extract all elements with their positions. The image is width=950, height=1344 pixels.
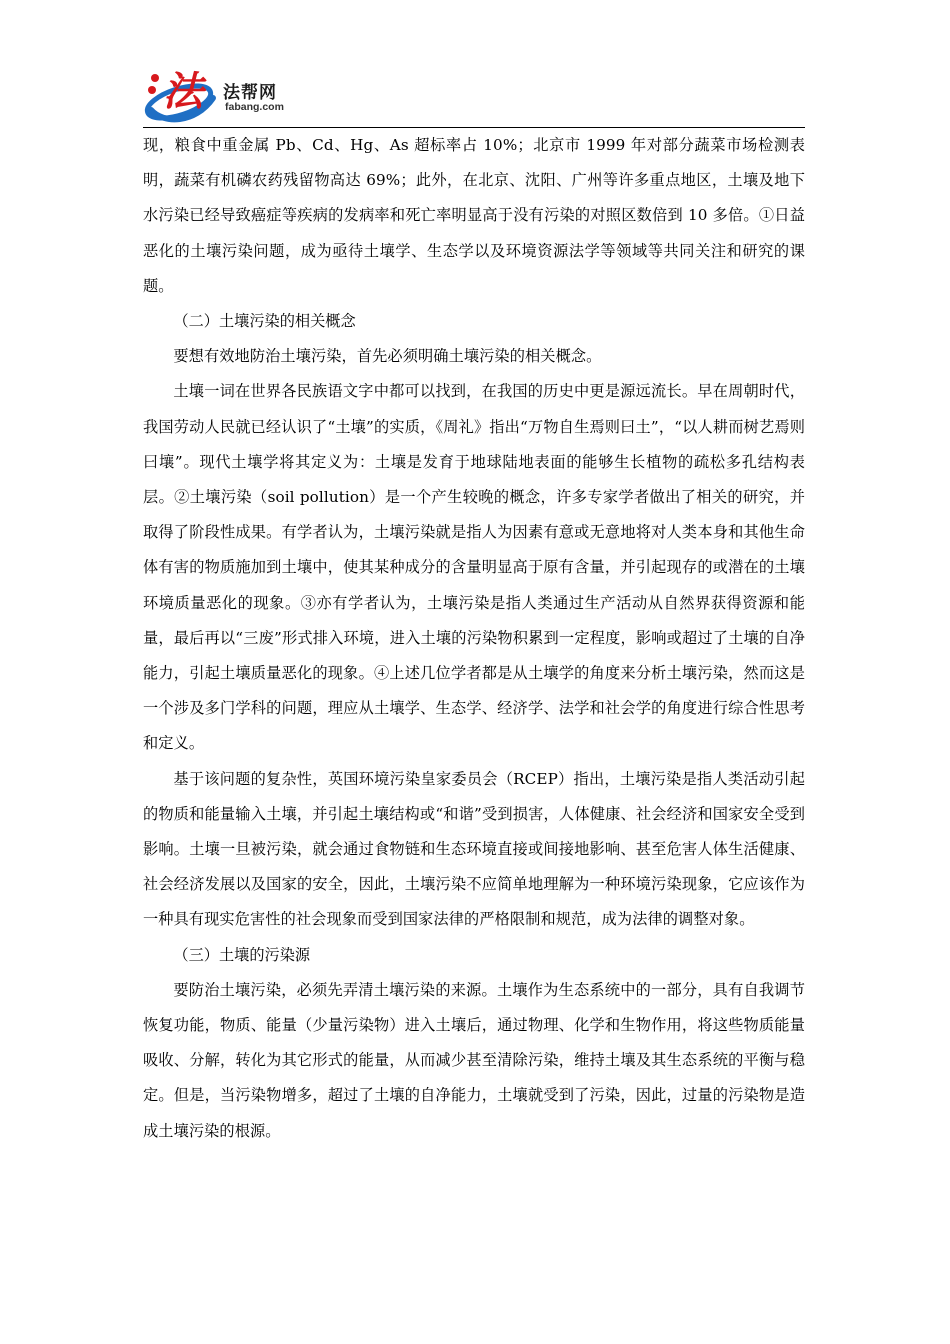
document-body bbox=[143, 128, 805, 1149]
site-logo[interactable] bbox=[143, 58, 313, 128]
paragraph-concept-intro: 要想有效地防治土壤污染，首先必须明确土壤污染的相关概念。 bbox=[173, 347, 602, 366]
paragraph-soil-definition: 土壤一词在世界各民族语文字中都可以找到，在我国的历史中更是源远流长。早在周朝时代，我国劳动人民就已经认识了“土壤”的实质，《周礼》指出“万物自生焉则曰土”，“以人耕而树艺焉则曰壤”。现代土壤学将其定义为：土壤是发育于地球陆地表面的能够生长植物的疏松多孔结构表层。②土壤污染（soil pollution）是一个产生较晚的概念，许多专家学者做出了相关的研究，并取得了阶段性成果。有学者认为，土壤污染就是指人为因素有意或无意地将对人类本身和其他生命体有害的物质施加到土壤中，使其某种成分的含量明显高于原有含量，并引起现存的或潜在的土壤环境质量恶化的现象。③亦有学者认为，土壤污染是指人类通过生产活动从自然界获得资源和能量，最后再以“三废”形式排入环境，进入土壤的污染物积累到一定程度，影响或超过了土壤的自净能力，引起土壤质量恶化的现象。④上述几位学者都是从土壤学的角度来分析土壤污染，然而这是一个涉及多门学科的问题，理应从土壤学、生态学、经济学、法学和社会学的角度进行综合性思考和定义。 bbox=[143, 382, 805, 753]
paragraph-rcep-definition: 基于该问题的复杂性，英国环境污染皇家委员会（RCEP）指出，土壤污染是指人类活动引起的物质和能量输入土壤，并引起土壤结构或“和谐”受到损害，人体健康、社会经济和国家安全受到影响。土壤一旦被污染，就会通过食物链和生态环境直接或间接地影响、甚至危害人体生活健康、社会经济发展以及国家的安全，因此，土壤污染不应简单地理解为一种环境污染现象，它应该作为一种具有现实危害性的社会现象而受到国家法律的严格限制和规范，成为法律的调整对象。 bbox=[143, 769, 805, 929]
paragraph-pollution-statistics: 现，粮食中重金属 Pb、Cd、Hg、As 超标率占 10%；北京市 1999 年对部分蔬菜市场检测表明，蔬菜有机磷农药残留物高达 69%；此外，在北京、沈阳、广州等许多重点地区，土壤及地下水污染已经导致癌症等疾病的发病率和死亡率明显高于没有污染的对照区数倍到 10 多倍。①日益恶化的土壤污染问题，成为亟待土壤学、生态学以及环境资源法学等领域等共同关注和研究的课题。 bbox=[143, 136, 805, 295]
logo-glyph: 法 bbox=[163, 69, 203, 115]
site-domain: fabang.com bbox=[225, 101, 284, 113]
section-heading-concepts: （二）土壤污染的相关概念 bbox=[173, 312, 356, 331]
fabang-logo-icon bbox=[143, 58, 223, 128]
paragraph-pollution-sources: 要防治土壤污染，必须先弄清土壤污染的来源。土壤作为生态系统中的一部分，具有自我调节恢复功能，物质、能量（少量污染物）进入土壤后，通过物理、化学和生物作用，将这些物质能量吸收、分解，转化为其它形式的能量，从而减少甚至清除污染，维持土壤及其生态系统的平衡与稳定。但是，当污染物增多，超过了土壤的自净能力，土壤就受到了污染，因此，过量的污染物是造成土壤污染的根源。 bbox=[143, 980, 805, 1140]
section-heading-pollution-sources: （三）土壤的污染源 bbox=[173, 945, 311, 964]
page-header bbox=[143, 58, 805, 128]
site-name: 法帮网 bbox=[223, 83, 277, 103]
